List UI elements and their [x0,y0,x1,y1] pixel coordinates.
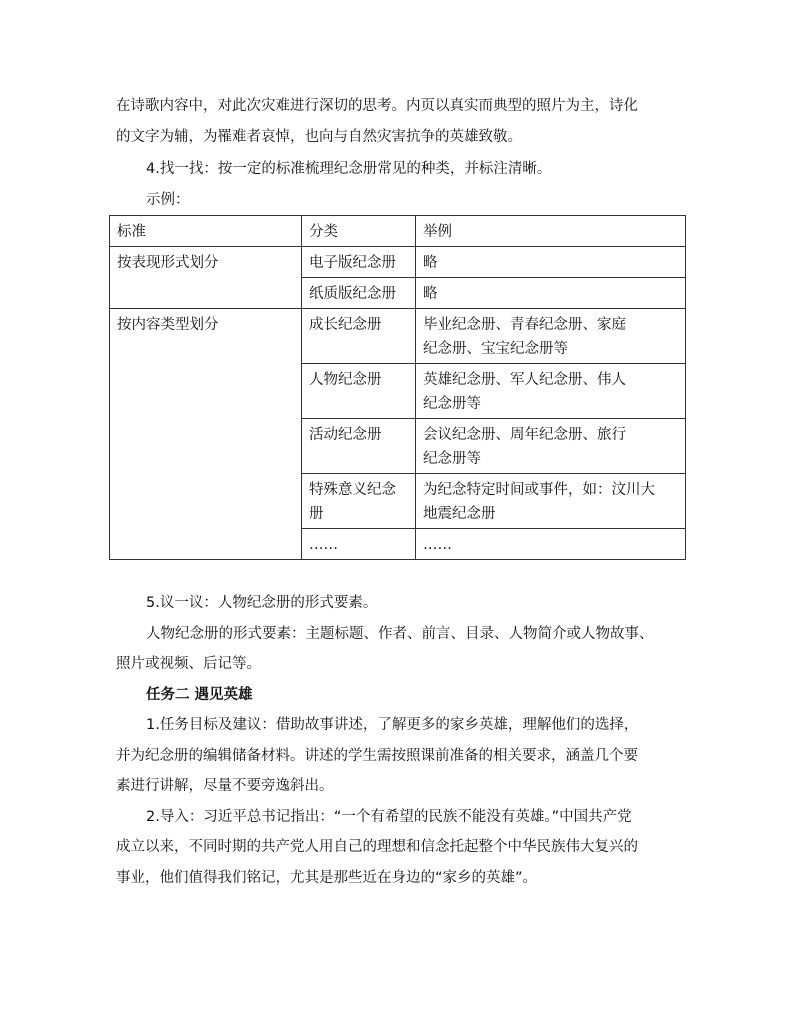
table-cell-standard-form: 按表现形式划分 [110,247,302,309]
table-row [110,247,686,278]
item-5-discuss-heading: 5.议一议：人物纪念册的形式要素。 [146,595,378,611]
table-cell-example: 略 [416,278,686,309]
table-cell-standard-content: 按内容类型划分 [110,309,302,560]
table-cell-category-line: 特殊意义纪念 [309,482,396,498]
task-2-item-2-line-3: 事业，他们值得我们铭记，尤其是那些近在身边的“家乡的英雄”。 [116,870,538,886]
table-cell-example-line: 纪念册等 [423,451,481,467]
table-cell-example [416,474,686,529]
table-row [110,309,686,364]
table-header-example: 举例 [416,216,686,247]
table-cell-example [416,309,686,364]
task-2-item-1-line-1: 1.任务目标及建议：借助故事讲述，了解更多的家乡英雄，理解他们的选择， [146,717,639,733]
table-cell-example [416,364,686,419]
table-cell-category [302,474,416,529]
intro-paragraph-line-1: 在诗歌内容中，对此次灾难进行深切的思考。内页以真实而典型的照片为主，诗化 [116,98,638,114]
table-header-category: 分类 [302,216,416,247]
table-header-standard: 标准 [110,216,302,247]
table-cell-category-line: 册 [309,506,324,522]
table-cell-example: 略 [416,247,686,278]
table-cell-category: …… [302,529,416,560]
item-5-answer-line-2: 照片或视频、后记等。 [116,656,261,672]
table-cell-example-line: 为纪念特定时间或事件，如：汶川大 [423,482,655,498]
table-cell-example-line: 地震纪念册 [423,506,496,522]
task-2-item-1-line-2: 并为纪念册的编辑储备材料。讲述的学生需按照课前准备的相关要求，涵盖几个要 [116,748,638,764]
task-2-item-2-line-1: 2.导入：习近平总书记指出：“一个有希望的民族不能没有英雄。”中国共产党 [146,809,632,825]
table-cell-category: 成长纪念册 [302,309,416,364]
task-2-item-1-line-3: 素进行讲解，尽量不要旁逸斜出。 [116,778,334,794]
table-cell-example-line: 会议纪念册、周年纪念册、旅行 [423,427,626,443]
item-5-answer-line-1: 人物纪念册的形式要素：主题标题、作者、前言、目录、人物简介或人物故事、 [146,626,654,642]
table-cell-category: 活动纪念册 [302,419,416,474]
memorial-book-types-table [109,215,686,560]
table-cell-category: 电子版纪念册 [302,247,416,278]
table-cell-example: …… [416,529,686,560]
table-cell-example-line: 纪念册、宝宝纪念册等 [423,341,568,357]
table-cell-example [416,419,686,474]
task-2-item-2-line-2: 成立以来，不同时期的共产党人用自己的理想和信念托起整个中华民族伟大复兴的 [116,839,638,855]
table-cell-category: 纸质版纪念册 [302,278,416,309]
table-cell-example-line: 毕业纪念册、青春纪念册、家庭 [423,317,626,333]
example-label: 示例： [146,192,190,208]
table-header-row [110,216,686,247]
intro-paragraph-line-2: 的文字为辅，为罹难者哀悼，也向与自然灾害抗争的英雄致敬。 [116,129,522,145]
task-2-heading: 任务二 遇见英雄 [146,687,253,703]
table-cell-category: 人物纪念册 [302,364,416,419]
table-cell-example-line: 英雄纪念册、军人纪念册、伟人 [423,372,626,388]
table-cell-example-line: 纪念册等 [423,396,481,412]
item-4-find-heading: 4.找一找：按一定的标准梳理纪念册常见的种类，并标注清晰。 [146,161,552,177]
